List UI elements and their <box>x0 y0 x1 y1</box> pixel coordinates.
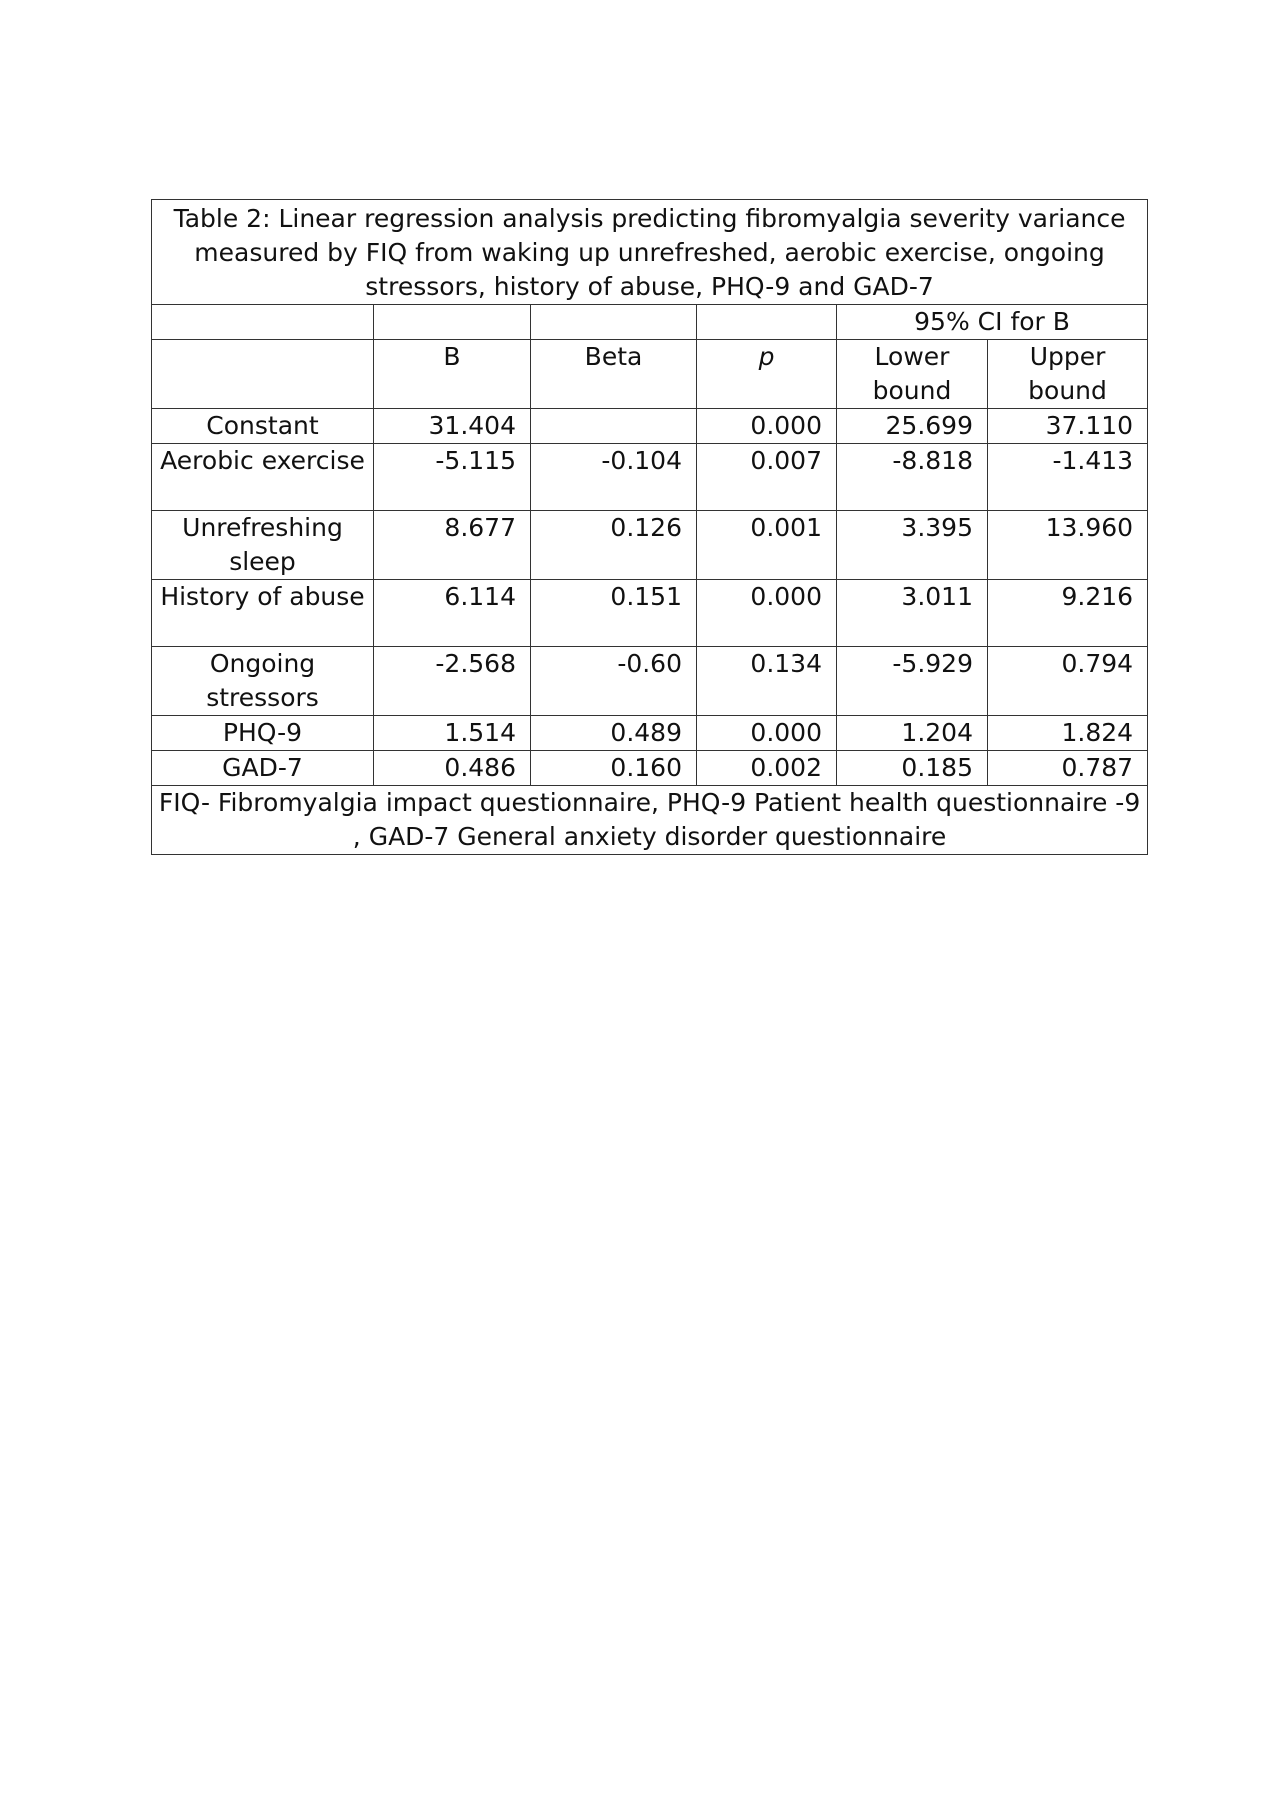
table-caption: Table 2: Linear regression analysis predicting fibromyalgia severity variance measured by FIQ from waking up unrefreshed, aerobic exercise, ongoing stressors, history of abuse, PHQ-9 and GAD-7 <box>152 200 1148 305</box>
cell-beta: 0.126 <box>531 511 697 580</box>
cell-p: 0.000 <box>697 580 837 647</box>
row-label: History of abuse <box>152 580 374 647</box>
empty-cell <box>152 305 374 340</box>
cell-lower: 0.185 <box>837 751 988 786</box>
ci-header: 95% CI for B <box>837 305 1148 340</box>
cell-b: 8.677 <box>374 511 531 580</box>
cell-upper: 1.824 <box>988 716 1148 751</box>
row-label: Unrefreshing sleep <box>152 511 374 580</box>
cell-lower: -5.929 <box>837 647 988 716</box>
table-row <box>152 580 1148 647</box>
table-row <box>152 751 1148 786</box>
cell-p: 0.000 <box>697 409 837 444</box>
footnote-row <box>152 786 1148 855</box>
cell-b: 31.404 <box>374 409 531 444</box>
cell-upper: 13.960 <box>988 511 1148 580</box>
column-header-lower-bound: Lower bound <box>837 340 988 409</box>
column-header-beta: Beta <box>531 340 697 409</box>
cell-lower: 3.395 <box>837 511 988 580</box>
cell-upper: 0.787 <box>988 751 1148 786</box>
cell-p: 0.007 <box>697 444 837 511</box>
row-label: Aerobic exercise <box>152 444 374 511</box>
cell-lower: 25.699 <box>837 409 988 444</box>
caption-row <box>152 200 1148 305</box>
cell-b: 0.486 <box>374 751 531 786</box>
cell-upper: 0.794 <box>988 647 1148 716</box>
table-row <box>152 716 1148 751</box>
regression-table <box>151 199 1148 855</box>
cell-p: 0.001 <box>697 511 837 580</box>
cell-upper: -1.413 <box>988 444 1148 511</box>
cell-beta: -0.104 <box>531 444 697 511</box>
column-header-b: B <box>374 340 531 409</box>
empty-cell <box>697 305 837 340</box>
column-header-p: p <box>697 340 837 409</box>
cell-b: 1.514 <box>374 716 531 751</box>
ci-header-row <box>152 305 1148 340</box>
cell-lower: 1.204 <box>837 716 988 751</box>
row-label: PHQ-9 <box>152 716 374 751</box>
cell-p: 0.000 <box>697 716 837 751</box>
cell-lower: 3.011 <box>837 580 988 647</box>
empty-cell <box>152 340 374 409</box>
row-label: GAD-7 <box>152 751 374 786</box>
cell-beta <box>531 409 697 444</box>
cell-beta: 0.160 <box>531 751 697 786</box>
table-footnote: FIQ- Fibromyalgia impact questionnaire, PHQ-9 Patient health questionnaire -9 , GAD-7 General anxiety disorder questionnaire <box>152 786 1148 855</box>
cell-b: 6.114 <box>374 580 531 647</box>
empty-cell <box>374 305 531 340</box>
cell-beta: -0.60 <box>531 647 697 716</box>
row-label: Constant <box>152 409 374 444</box>
cell-b: -2.568 <box>374 647 531 716</box>
row-label: Ongoing stressors <box>152 647 374 716</box>
table-row <box>152 647 1148 716</box>
cell-beta: 0.151 <box>531 580 697 647</box>
table-row <box>152 444 1148 511</box>
column-header-row <box>152 340 1148 409</box>
column-header-upper-bound: Upper bound <box>988 340 1148 409</box>
cell-upper: 37.110 <box>988 409 1148 444</box>
cell-upper: 9.216 <box>988 580 1148 647</box>
table-row <box>152 409 1148 444</box>
table-row <box>152 511 1148 580</box>
cell-beta: 0.489 <box>531 716 697 751</box>
cell-b: -5.115 <box>374 444 531 511</box>
empty-cell <box>531 305 697 340</box>
cell-p: 0.002 <box>697 751 837 786</box>
cell-lower: -8.818 <box>837 444 988 511</box>
cell-p: 0.134 <box>697 647 837 716</box>
